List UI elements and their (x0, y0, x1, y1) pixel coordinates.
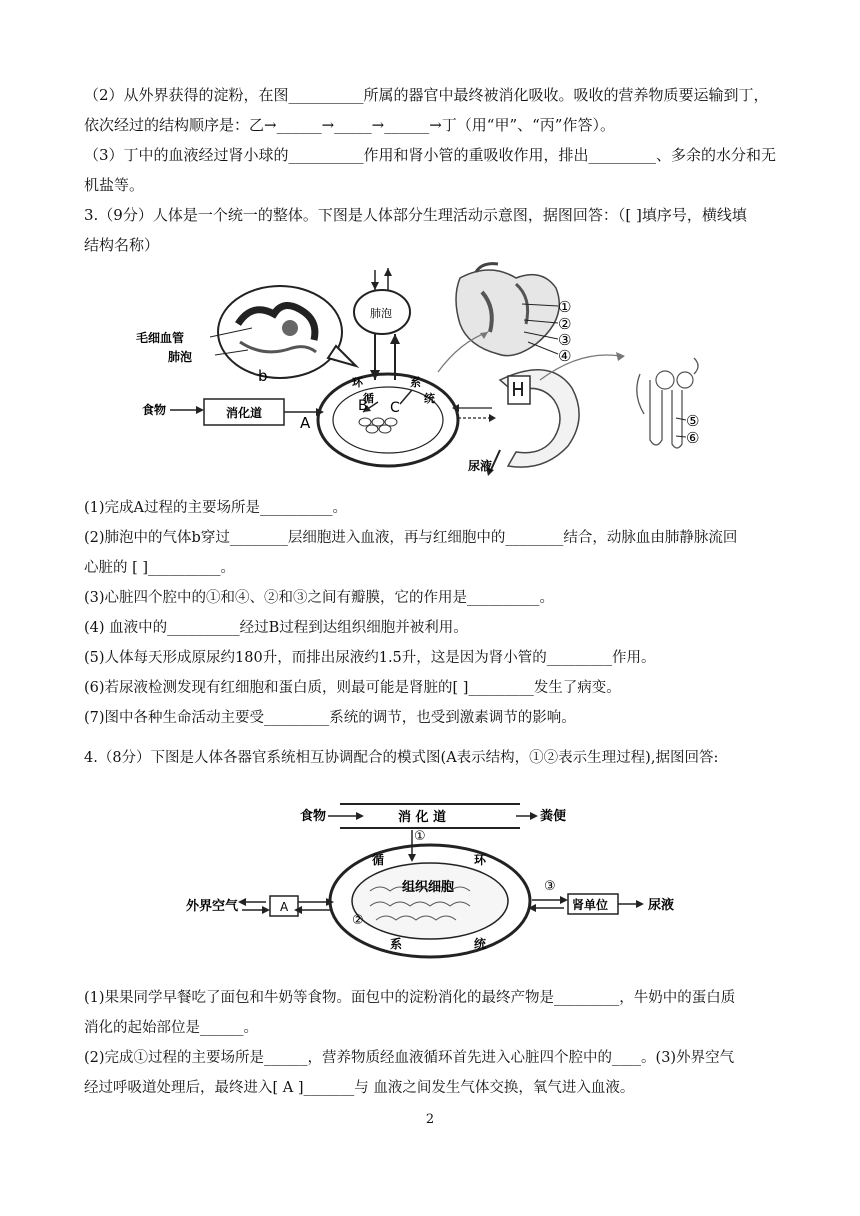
q3-heading-1: 3.（9分）人体是一个统一的整体。下图是人体部分生理活动示意图，据图回答：（[ ]填序号，横线填 (84, 206, 747, 224)
q3-item-6: (6)若尿液检测发现有红细胞和蛋白质，则最可能是肾脏的[ ]_________发生了病变。 (84, 680, 621, 696)
figure-organ-systems (180, 796, 700, 961)
q4-heading: 4.（8分）下图是人体各器官系统相互协调配合的模式图(A表示结构，①②表示生理过程),据图回答: (84, 750, 719, 766)
fig2-structure-A: A (280, 900, 289, 914)
fig2-ring-xi: 系 (390, 937, 403, 951)
heart-label-1: ① (558, 298, 572, 316)
label-alveolus-left: 肺泡 (168, 350, 193, 364)
q4-item-3: 经过呼吸道处理后，最终进入[ A ]_______与 血液之间发生气体交换，氧气进入血液。 (84, 1080, 635, 1096)
heart-label-3: ③ (558, 331, 572, 349)
fig2-circulation-ring (330, 845, 530, 957)
ring-xun: 循 (363, 392, 374, 405)
page-number: 2 (425, 1112, 435, 1127)
fig2-process-2: ② (352, 913, 364, 928)
circulation-ring (318, 374, 458, 466)
q4-item-1: (1)果果同学早餐吃了面包和牛奶等食物。面包中的淀粉消化的最终产物是_________，牛奶中的蛋白质 (84, 990, 736, 1006)
fig2-process-1: ① (414, 829, 426, 844)
heart-illustration (438, 264, 559, 372)
label-digestive-tract: 消化道 (226, 406, 263, 420)
q4-item-1b: 消化的起始部位是______。 (84, 1020, 258, 1036)
ring-xi: 系 (410, 376, 421, 389)
q4-item-2: (2)完成①过程的主要场所是______，营养物质经血液循环首先进入心脏四个腔中的____。(3)外界空气 (84, 1050, 735, 1066)
fig2-ring-xun: 循 (372, 853, 385, 867)
fig2-process-3: ③ (544, 879, 556, 894)
alveolus-top (354, 268, 410, 380)
q2-line-4: 机盐等。 (84, 176, 145, 194)
label-urine: 尿液 (468, 459, 493, 473)
q3-item-1: (1)完成A过程的主要场所是__________。 (84, 500, 348, 516)
q3-item-7: (7)图中各种生命活动主要受_________系统的调节，也受到激素调节的影响。 (84, 710, 576, 726)
q3-item-2b: 心脏的 [ ]__________。 (84, 560, 236, 576)
fig2-digestive-tract: 消 化 道 (398, 810, 447, 825)
ring-huan: 环 (352, 376, 363, 389)
q3-item-3: (3)心脏四个腔中的①和④、②和③之间有瓣膜，它的作用是__________。 (84, 590, 555, 606)
nephron-label-6: ⑥ (686, 429, 700, 447)
fig2-ring-tong: 统 (474, 937, 487, 951)
label-capillary: 毛细血管 (136, 331, 185, 345)
label-alveolus-top: 肺泡 (370, 307, 392, 320)
q2-line-2: 依次经过的结构顺序是：乙→______→_____→______→丁（用“甲”、“丙”作答）。 (84, 116, 615, 134)
q3-heading-2: 结构名称） (84, 236, 160, 254)
fig2-outside-air: 外界空气 (186, 899, 239, 914)
fig2-tissue-cells: 组织细胞 (402, 880, 455, 895)
ring-tong: 统 (424, 392, 435, 405)
fig2-urine: 尿液 (648, 898, 675, 913)
capillary-alveolus-bubble (210, 286, 356, 378)
nephron-label-5: ⑤ (686, 412, 700, 430)
q3-item-2: (2)肺泡中的气体b穿过________层细胞进入血液，再与红细胞中的________结合，动脉血由肺静脉流回 (84, 530, 738, 546)
q3-item-5: (5)人体每天形成原尿约180升，而排出尿液约1.5升，这是因为肾小管的_________作用。 (84, 650, 656, 666)
kidney-illustration (452, 352, 625, 476)
q2-line-1: （2）从外界获得的淀粉，在图__________所属的器官中最终被消化吸收。吸收的营养物质要运输到丁， (84, 86, 769, 104)
label-gas-b: b (258, 367, 268, 385)
q3-item-4: (4) 血液中的__________经过B过程到达组织细胞并被利用。 (84, 620, 468, 636)
heart-label-4: ④ (558, 347, 572, 365)
label-C: C (390, 400, 400, 416)
heart-label-2: ② (558, 315, 572, 333)
label-A: A (300, 414, 311, 432)
q2-line-3: （3）丁中的血液经过肾小球的__________作用和肾小管的重吸收作用，排出_________、多余的水分和无 (84, 146, 777, 164)
fig2-ring-huan: 环 (474, 853, 487, 867)
fig2-food: 食物 (300, 809, 327, 824)
figure-human-physiology (120, 262, 740, 487)
fig2-feces: 粪便 (540, 809, 567, 824)
label-B: B (358, 398, 368, 414)
label-food: 食物 (142, 403, 167, 417)
fig2-nephron: 肾单位 (572, 898, 609, 912)
